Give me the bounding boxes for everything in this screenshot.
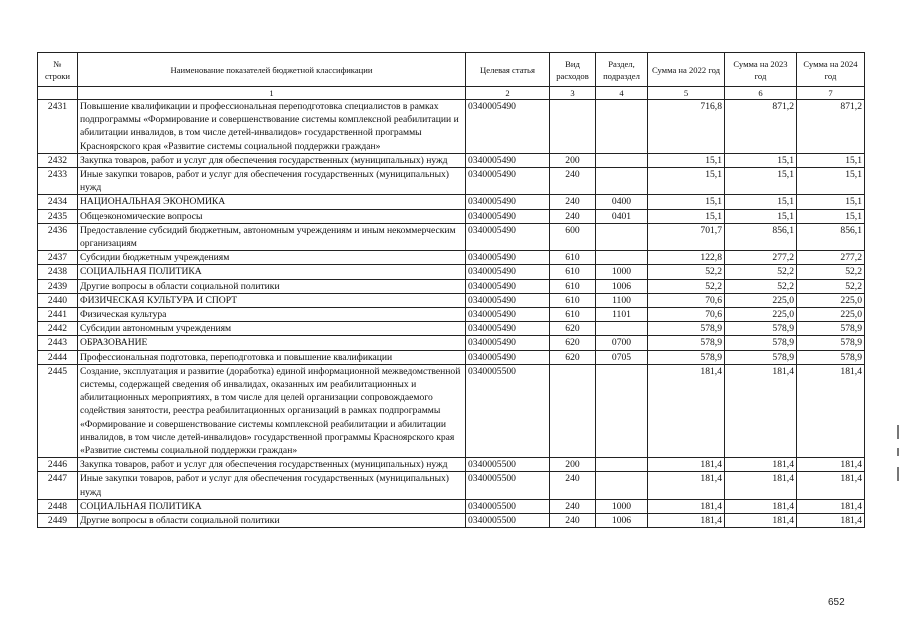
- section-code: 1006: [596, 514, 648, 528]
- section-code: 1000: [596, 499, 648, 513]
- indicator-name: Закупка товаров, работ и услуг для обеспечения государственных (муниципальных) нужд: [78, 458, 466, 472]
- table-row: [38, 458, 865, 472]
- sum-2024: 181,4: [797, 514, 865, 528]
- header-sum-2023: Сумма на 2023 год: [725, 53, 797, 87]
- sum-2022: 122,8: [648, 251, 725, 265]
- indicator-name: ОБРАЗОВАНИЕ: [78, 336, 466, 350]
- sum-2023: 181,4: [725, 364, 797, 457]
- sum-2023: 15,1: [725, 168, 797, 195]
- sum-2024: 181,4: [797, 499, 865, 513]
- indicator-name: Иные закупки товаров, работ и услуг для обеспечения государственных (муниципальных) нужд: [78, 472, 466, 499]
- sum-2022: 181,4: [648, 364, 725, 457]
- expense-type: 620: [550, 350, 596, 364]
- target-article: 0340005490: [466, 251, 550, 265]
- sum-2024: 181,4: [797, 472, 865, 499]
- sum-2023: 225,0: [725, 293, 797, 307]
- target-article: 0340005490: [466, 223, 550, 250]
- target-article: 0340005490: [466, 336, 550, 350]
- sum-2024: 181,4: [797, 364, 865, 457]
- header-expense-type: Вид расходов: [550, 53, 596, 87]
- scan-edge-mark: [897, 425, 899, 439]
- sum-2023: 871,2: [725, 100, 797, 154]
- expense-type: [550, 364, 596, 457]
- target-article: 0340005490: [466, 308, 550, 322]
- row-number: 2432: [38, 153, 78, 167]
- sum-2022: 70,6: [648, 308, 725, 322]
- sum-2022: 181,4: [648, 514, 725, 528]
- row-number: 2437: [38, 251, 78, 265]
- sum-2022: 15,1: [648, 195, 725, 209]
- indicator-name: Общеэкономические вопросы: [78, 209, 466, 223]
- table-row: [38, 499, 865, 513]
- row-number: 2436: [38, 223, 78, 250]
- target-article: 0340005490: [466, 195, 550, 209]
- sum-2022: 52,2: [648, 265, 725, 279]
- expense-type: 240: [550, 472, 596, 499]
- sum-2022: 181,4: [648, 472, 725, 499]
- table-body: [38, 100, 865, 528]
- expense-type: 610: [550, 265, 596, 279]
- sum-2024: 52,2: [797, 279, 865, 293]
- section-code: 0401: [596, 209, 648, 223]
- target-article: 0340005490: [466, 322, 550, 336]
- expense-type: 620: [550, 322, 596, 336]
- column-number: 1: [78, 87, 466, 100]
- sum-2023: 52,2: [725, 279, 797, 293]
- target-article: 0340005490: [466, 209, 550, 223]
- expense-type: [550, 100, 596, 154]
- expense-type: 240: [550, 209, 596, 223]
- table-row: [38, 322, 865, 336]
- section-code: 0705: [596, 350, 648, 364]
- table-row: [38, 168, 865, 195]
- sum-2024: 181,4: [797, 458, 865, 472]
- sum-2023: 277,2: [725, 251, 797, 265]
- column-number: 5: [648, 87, 725, 100]
- sum-2022: 701,7: [648, 223, 725, 250]
- target-article: 0340005500: [466, 364, 550, 457]
- sum-2024: 15,1: [797, 209, 865, 223]
- section-code: [596, 322, 648, 336]
- header-row-number: № строки: [38, 53, 78, 87]
- sum-2024: 277,2: [797, 251, 865, 265]
- row-number: 2448: [38, 499, 78, 513]
- column-number: 4: [596, 87, 648, 100]
- indicator-name: СОЦИАЛЬНАЯ ПОЛИТИКА: [78, 265, 466, 279]
- section-code: 1006: [596, 279, 648, 293]
- table-row: [38, 209, 865, 223]
- sum-2024: 15,1: [797, 168, 865, 195]
- section-code: [596, 153, 648, 167]
- sum-2023: 578,9: [725, 336, 797, 350]
- sum-2024: 856,1: [797, 223, 865, 250]
- section-code: 1100: [596, 293, 648, 307]
- row-number: 2433: [38, 168, 78, 195]
- target-article: 0340005490: [466, 168, 550, 195]
- sum-2024: 578,9: [797, 336, 865, 350]
- section-code: 0700: [596, 336, 648, 350]
- table-row: [38, 308, 865, 322]
- scan-edge-mark: [897, 448, 899, 456]
- row-number: 2442: [38, 322, 78, 336]
- row-number: 2445: [38, 364, 78, 457]
- sum-2022: 52,2: [648, 279, 725, 293]
- indicator-name: Профессиональная подготовка, переподготовка и повышение квалификации: [78, 350, 466, 364]
- header-sum-2024: Сумма на 2024 год: [797, 53, 865, 87]
- header-indicator-name: Наименование показателей бюджетной классификации: [78, 53, 466, 87]
- column-number: [38, 87, 78, 100]
- section-code: [596, 458, 648, 472]
- table-row: [38, 336, 865, 350]
- indicator-name: Физическая культура: [78, 308, 466, 322]
- target-article: 0340005490: [466, 100, 550, 154]
- table-row: [38, 223, 865, 250]
- target-article: 0340005490: [466, 350, 550, 364]
- indicator-name: Другие вопросы в области социальной политики: [78, 514, 466, 528]
- expense-type: 620: [550, 336, 596, 350]
- expense-type: 610: [550, 293, 596, 307]
- row-number: 2444: [38, 350, 78, 364]
- indicator-name: Повышение квалификации и профессиональная переподготовка специалистов в рамках подпрограммы «Формирование и совершенствование системы комплексной реабилитации и абилитации инвалидов, в том числе детей-инвалидов» государственной программы Красноярского края «Развитие системы социальной поддержки граждан»: [78, 100, 466, 154]
- expense-type: 610: [550, 308, 596, 322]
- indicator-name: НАЦИОНАЛЬНАЯ ЭКОНОМИКА: [78, 195, 466, 209]
- section-code: [596, 223, 648, 250]
- table-row: [38, 514, 865, 528]
- expense-type: 610: [550, 251, 596, 265]
- sum-2022: 15,1: [648, 153, 725, 167]
- sum-2022: 70,6: [648, 293, 725, 307]
- target-article: 0340005500: [466, 499, 550, 513]
- row-number: 2443: [38, 336, 78, 350]
- scan-edge-mark: [897, 467, 899, 481]
- table-row: [38, 350, 865, 364]
- expense-type: 200: [550, 153, 596, 167]
- row-number: 2431: [38, 100, 78, 154]
- target-article: 0340005490: [466, 279, 550, 293]
- section-code: 0400: [596, 195, 648, 209]
- sum-2022: 578,9: [648, 322, 725, 336]
- sum-2024: 52,2: [797, 265, 865, 279]
- indicator-name: ФИЗИЧЕСКАЯ КУЛЬТУРА И СПОРТ: [78, 293, 466, 307]
- target-article: 0340005500: [466, 458, 550, 472]
- row-number: 2449: [38, 514, 78, 528]
- target-article: 0340005490: [466, 293, 550, 307]
- expense-type: 240: [550, 195, 596, 209]
- section-code: [596, 168, 648, 195]
- header-section: Раздел, подраздел: [596, 53, 648, 87]
- indicator-name: СОЦИАЛЬНАЯ ПОЛИТИКА: [78, 499, 466, 513]
- indicator-name: Субсидии бюджетным учреждениям: [78, 251, 466, 265]
- expense-type: 240: [550, 168, 596, 195]
- row-number: 2446: [38, 458, 78, 472]
- sum-2022: 15,1: [648, 209, 725, 223]
- indicator-name: Субсидии автономным учреждениям: [78, 322, 466, 336]
- section-code: [596, 251, 648, 265]
- sum-2024: 225,0: [797, 308, 865, 322]
- sum-2023: 181,4: [725, 514, 797, 528]
- sum-2024: 15,1: [797, 153, 865, 167]
- page-number: 652: [828, 597, 845, 608]
- sum-2023: 181,4: [725, 499, 797, 513]
- expense-type: 240: [550, 514, 596, 528]
- row-number: 2434: [38, 195, 78, 209]
- row-number: 2438: [38, 265, 78, 279]
- table-row: [38, 293, 865, 307]
- target-article: 0340005500: [466, 472, 550, 499]
- indicator-name: Предоставление субсидий бюджетным, автономным учреждениям и иным некоммерческим организациям: [78, 223, 466, 250]
- indicator-name: Создание, эксплуатация и развитие (доработка) единой информационной межведомственной системы, содержащей сведения об инвалидах, оказанных им реабилитационных и абилитационных мероприятиях, в том числе для целей организации сопровождаемого содействия занятости, реестра реабилитационных организаций в рамках подпрограммы «Формирование и совершенствование системы комплексной реабилитации и абилитации инвалидов, в том числе детей-инвалидов» государственной программы Красноярского края «Развитие системы социальной поддержки граждан»: [78, 364, 466, 457]
- table-row: [38, 364, 865, 457]
- row-number: 2435: [38, 209, 78, 223]
- sum-2023: 15,1: [725, 153, 797, 167]
- section-code: [596, 364, 648, 457]
- sum-2023: 181,4: [725, 472, 797, 499]
- expense-type: 600: [550, 223, 596, 250]
- table-row: [38, 100, 865, 154]
- budget-table: [37, 52, 865, 528]
- row-number: 2441: [38, 308, 78, 322]
- column-number: 7: [797, 87, 865, 100]
- expense-type: 240: [550, 499, 596, 513]
- table-row: [38, 195, 865, 209]
- sum-2024: 578,9: [797, 350, 865, 364]
- sum-2022: 181,4: [648, 499, 725, 513]
- target-article: 0340005490: [466, 153, 550, 167]
- sum-2024: 15,1: [797, 195, 865, 209]
- sum-2022: 181,4: [648, 458, 725, 472]
- row-number: 2439: [38, 279, 78, 293]
- sum-2023: 578,9: [725, 322, 797, 336]
- table-row: [38, 265, 865, 279]
- sum-2024: 871,2: [797, 100, 865, 154]
- column-number: 6: [725, 87, 797, 100]
- indicator-name: Другие вопросы в области социальной политики: [78, 279, 466, 293]
- target-article: 0340005490: [466, 265, 550, 279]
- sum-2024: 225,0: [797, 293, 865, 307]
- sum-2023: 181,4: [725, 458, 797, 472]
- sum-2023: 52,2: [725, 265, 797, 279]
- table-row: [38, 153, 865, 167]
- table-row: [38, 472, 865, 499]
- section-code: [596, 472, 648, 499]
- table-row: [38, 279, 865, 293]
- column-number: 3: [550, 87, 596, 100]
- indicator-name: Закупка товаров, работ и услуг для обеспечения государственных (муниципальных) нужд: [78, 153, 466, 167]
- expense-type: 610: [550, 279, 596, 293]
- sum-2024: 578,9: [797, 322, 865, 336]
- sum-2022: 578,9: [648, 350, 725, 364]
- header-sum-2022: Сумма на 2022 год: [648, 53, 725, 87]
- sum-2023: 856,1: [725, 223, 797, 250]
- column-number-row: [38, 87, 865, 100]
- header-target-article: Целевая статья: [466, 53, 550, 87]
- sum-2022: 716,8: [648, 100, 725, 154]
- sum-2023: 578,9: [725, 350, 797, 364]
- sum-2022: 578,9: [648, 336, 725, 350]
- sum-2022: 15,1: [648, 168, 725, 195]
- section-code: [596, 100, 648, 154]
- table-row: [38, 251, 865, 265]
- section-code: 1101: [596, 308, 648, 322]
- target-article: 0340005500: [466, 514, 550, 528]
- column-number: 2: [466, 87, 550, 100]
- row-number: 2440: [38, 293, 78, 307]
- header-row: [38, 53, 865, 87]
- sum-2023: 15,1: [725, 195, 797, 209]
- section-code: 1000: [596, 265, 648, 279]
- indicator-name: Иные закупки товаров, работ и услуг для обеспечения государственных (муниципальных) нужд: [78, 168, 466, 195]
- sum-2023: 225,0: [725, 308, 797, 322]
- row-number: 2447: [38, 472, 78, 499]
- expense-type: 200: [550, 458, 596, 472]
- sum-2023: 15,1: [725, 209, 797, 223]
